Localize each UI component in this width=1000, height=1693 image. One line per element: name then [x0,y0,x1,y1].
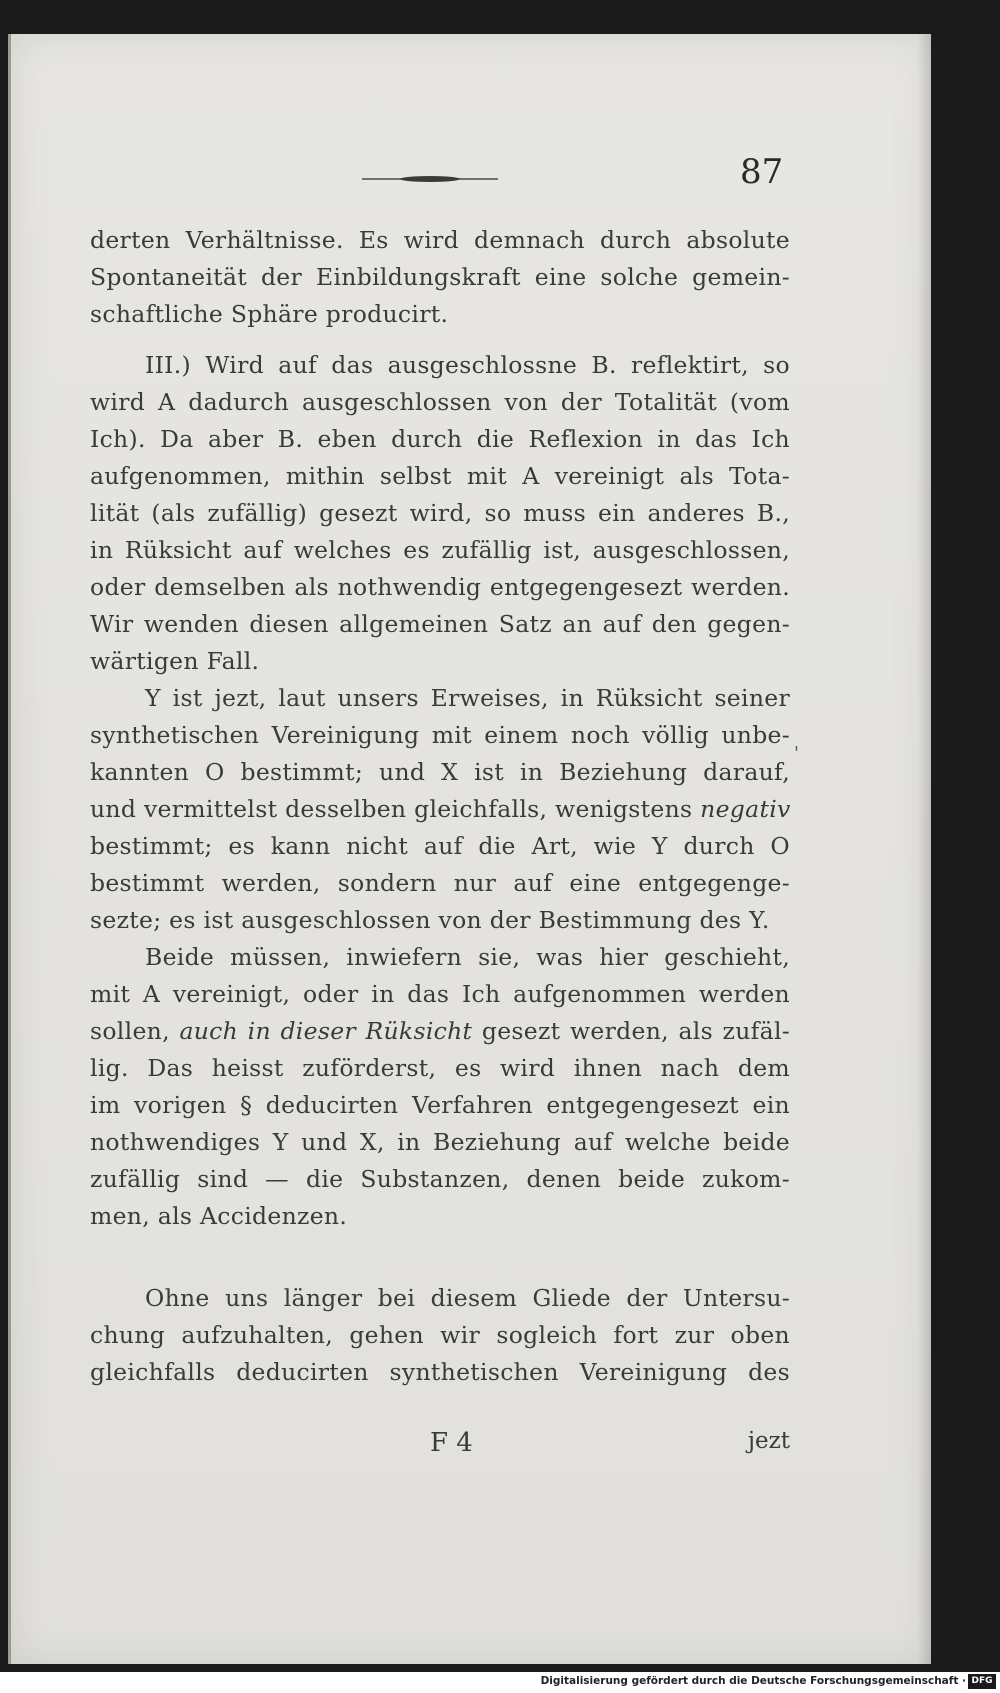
text-line [90,1013,790,1050]
text-fragment: und vermittelst desselben gleichfalls, wenigstens [90,795,693,823]
text-line: aufgenommen, mithin selbst mit A vereinigt als Tota- [90,462,790,490]
text-line: oder demselben als nothwendig entgegengesezt werden. [90,573,790,601]
digitization-credit: Digitalisierung gefördert durch die Deutsche Forschungsgemeinschaft · [540,1675,966,1687]
emphasis-text: auch in dieser Rüksicht [179,1017,473,1045]
text-line: lität (als zufällig) gesezt wird, so muss ein anderes B., [90,499,790,527]
text-line: bestimmt werden, sondern nur auf eine entgegenge- [90,869,790,897]
text-line: chung aufzuhalten, gehen wir sogleich fort zur oben [90,1321,790,1349]
text-line: kannten O bestimmt; und X ist in Beziehung darauf, [90,758,790,786]
text-line: Beide müssen, inwiefern sie, was hier geschieht, [145,943,790,971]
text-line: schaftliche Sphäre producirt. [90,300,449,328]
text-line: Y ist jezt, laut unsers Erweises, in Rüksicht seiner [145,684,790,712]
page-number: 87 [740,152,784,192]
text-line: nothwendiges Y und X, in Beziehung auf welche beide [90,1128,790,1156]
text-line: Ich). Da aber B. eben durch die Reflexion in das Ich [90,425,790,453]
text-line: lig. Das heisst zuförderst, es wird ihnen nach dem [90,1054,790,1082]
text-line: sezte; es ist ausgeschlossen von der Bestimmung des Y. [90,906,770,934]
page-edge-shadow [917,34,931,1664]
text-line: mit A vereinigt, oder in das Ich aufgenommen werden [90,980,790,1008]
catchword: jezt [747,1428,790,1454]
text-fragment: gesezt werden, als zufäl- [481,1017,790,1045]
header-ornament [362,174,498,184]
text-line: Ohne uns länger bei diesem Gliede der Untersu- [145,1284,790,1312]
signature-mark: F 4 [430,1428,473,1458]
page-body-text [90,222,790,1391]
digitization-credit-bar [0,1672,1000,1693]
text-line: wärtigen Fall. [90,647,260,675]
emphasis-text: negativ [700,795,791,823]
text-line: Spontaneität der Einbildungskraft eine solche gemein- [90,263,790,291]
dfg-logo: DFG [968,1674,996,1689]
text-line: III.) Wird auf das ausgeschlossne B. reflektirt, so [145,351,790,379]
paragraph-gap [90,333,790,347]
text-line: derten Verhältnisse. Es wird demnach durch absolute [90,226,790,254]
text-line: gleichfalls deducirten synthetischen Vereinigung des [90,1358,790,1386]
text-line [90,791,790,828]
text-line: in Rüksicht auf welches es zufällig ist, ausgeschlossen, [90,536,790,564]
text-fragment: sollen, [90,1017,170,1045]
text-line: wird A dadurch ausgeschlossen von der Totalität (vom [90,388,790,416]
text-line: im vorigen § deducirten Verfahren entgegengesezt ein [90,1091,790,1119]
section-gap [90,1235,790,1280]
text-line: zufällig sind — die Substanzen, denen beide zukom- [90,1165,790,1193]
page-footer [90,1428,790,1468]
text-line: synthetischen Vereinigung mit einem noch völlig unbe- [90,721,790,749]
text-line: bestimmt; es kann nicht auf die Art, wie Y durch O [90,832,790,860]
text-line: Wir wenden diesen allgemeinen Satz an auf den gegen- [90,610,790,638]
margin-mark: ' [794,743,799,764]
text-line: men, als Accidenzen. [90,1202,348,1230]
